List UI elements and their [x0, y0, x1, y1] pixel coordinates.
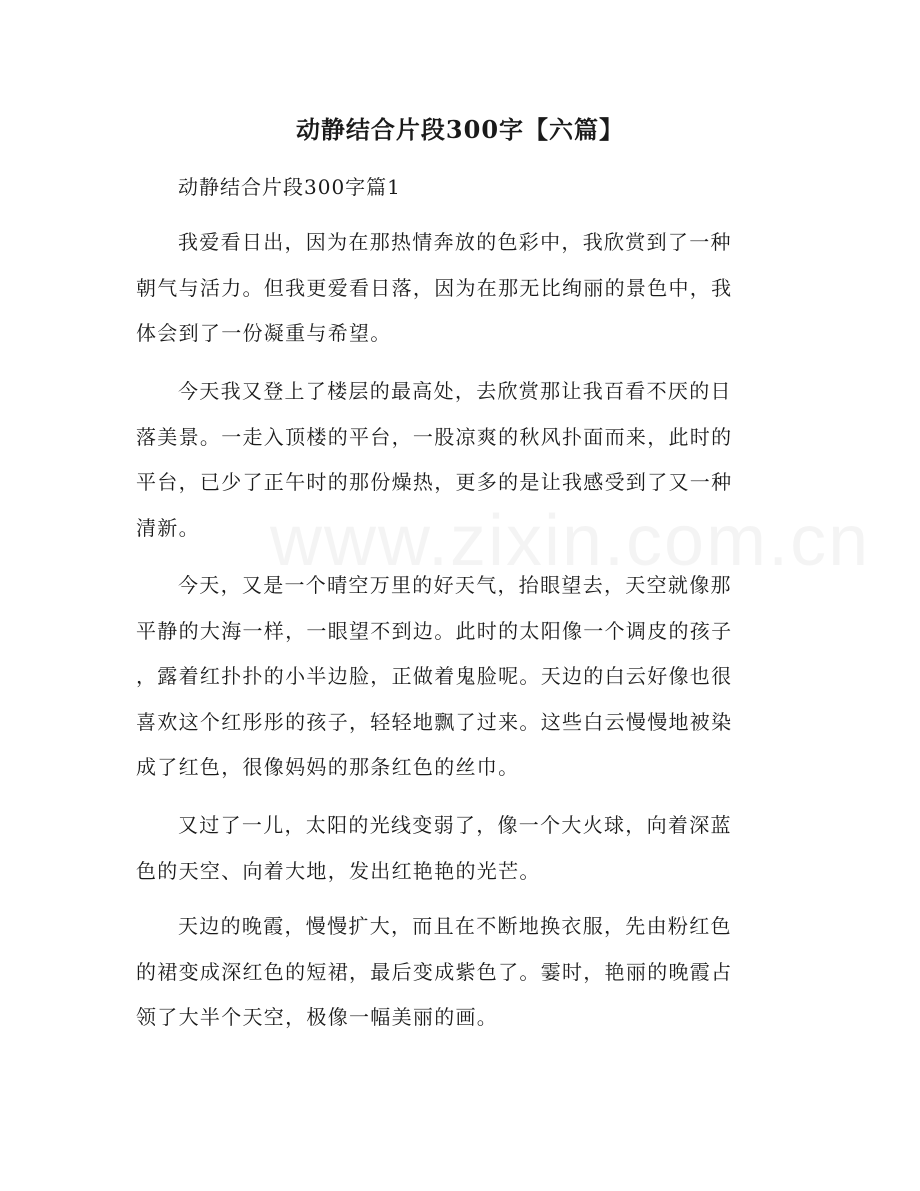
document-title: 动静结合片段300字【六篇】 [295, 115, 625, 144]
paragraph-4 [136, 803, 776, 894]
paragraph-line: 我爱看日出，因为在那热情奔放的色彩中，我欣赏到了一种 [178, 230, 732, 254]
paragraph-line: 成了红色，很像妈妈的那条红色的丝巾。 [136, 755, 520, 779]
paragraph-line: 领了大半个天空，极像一幅美丽的画。 [136, 1005, 499, 1029]
paragraph-line: 平静的大海一样，一眼望不到边。此时的太阳像一个调皮的孩子 [136, 618, 733, 643]
paragraph-line: 今天我又登上了楼层的最高处，去欣赏那让我百看不厌的日 [178, 379, 732, 403]
paragraph-3 [136, 563, 776, 791]
paragraph-line: ，露着红扑扑的小半边脸，正做着鬼脸呢。天边的白云好像也很 [136, 664, 733, 688]
paragraph-2 [136, 369, 776, 551]
paragraph-line: 落美景。一走入顶楼的平台，一股凉爽的秋风扑面而来，此时的 [136, 424, 733, 449]
paragraph-line: 喜欢这个红彤彤的孩子，轻轻地飘了过来。这些白云慢慢地被染 [136, 709, 733, 734]
paragraph-line: 色的天空、向着大地，发出红艳艳的光芒。 [136, 858, 541, 883]
paragraph-line: 朝气与活力。但我更爱看日落，因为在那无比绚丽的景色中，我 [136, 275, 733, 300]
section-heading: 动静结合片段300字篇1 [178, 175, 401, 199]
paragraph-line: 天边的晚霞，慢慢扩大，而且在不断地换衣服，先由粉红色 [178, 914, 732, 938]
paragraph-line: 体会到了一份凝重与希望。 [136, 321, 392, 345]
paragraph-line: 今天，又是一个晴空万里的好天气，抬眼望去，天空就像那 [178, 573, 732, 597]
paragraph-line: 的裙变成深红色的短裙，最后变成紫色了。霎时，艳丽的晚霞占 [136, 959, 733, 984]
paragraph-line: 清新。 [136, 515, 200, 540]
paragraph-line: 又过了一儿，太阳的光线变弱了，像一个大火球，向着深蓝 [178, 813, 732, 837]
paragraph-line: 平台，已少了正午时的那份燥热，更多的是让我感受到了又一种 [136, 470, 733, 494]
paragraph-5 [136, 904, 776, 1041]
paragraph-1 [136, 220, 776, 357]
